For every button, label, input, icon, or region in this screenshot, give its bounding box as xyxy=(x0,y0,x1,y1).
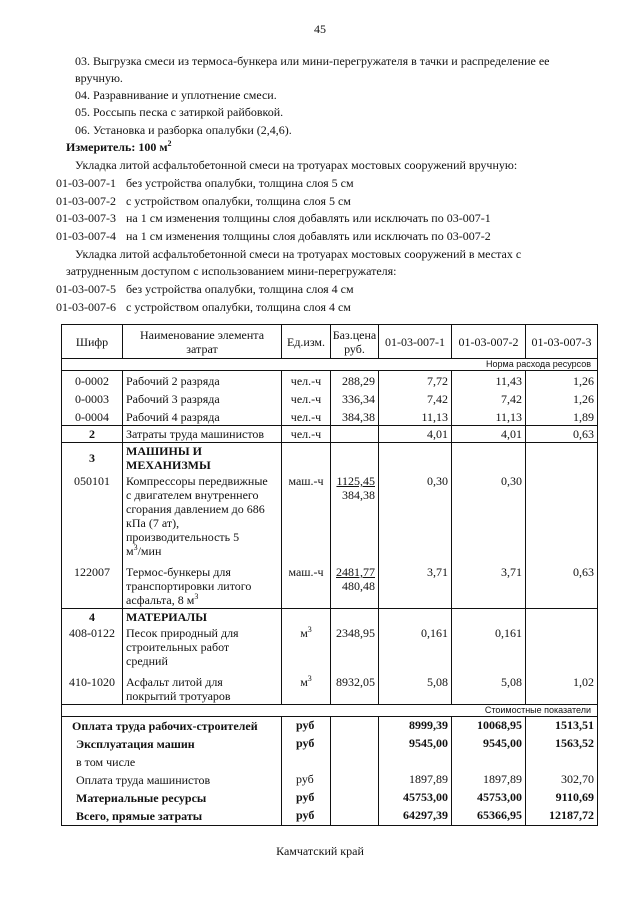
cost-caption: Стоимостные показатели xyxy=(62,705,598,717)
table-row: 410-1020 Асфальт литой для покрытий тротуаров $м^3$ 8932,05 5,08 5,08 1,02 xyxy=(62,669,598,705)
op-03-line2: вручную. xyxy=(75,71,123,85)
totals-row: Всего, прямые затраты руб 64297,39 65366,95 12187,72 xyxy=(62,807,598,826)
compressor-name: Компрессоры передвижные с двигателем внутреннего сгорания давлением до 686 кПа (7 ат), производительность 5 $м^3$/мин xyxy=(123,473,282,559)
group1-item: 01-03-007-3 на 1 см изменения толщины слоя добавлять или исключать по 03-007-1 xyxy=(56,211,491,225)
header-name: Наименование элемента затрат xyxy=(123,325,282,359)
totals-row: Материальные ресурсы руб 45753,00 45753,00 9110,69 xyxy=(62,789,598,807)
header-price: Баз.цена руб. xyxy=(331,325,379,359)
group1-title: Укладка литой асфальтобетонной смеси на тротуарах мостовых сооружений вручную: xyxy=(75,158,518,172)
totals-row: Оплата труда машинистов руб 1897,89 1897,89 302,70 xyxy=(62,771,598,789)
table-header-row xyxy=(62,325,598,359)
op-04: 04. Разравнивание и уплотнение смеси. xyxy=(75,88,277,102)
op-05: 05. Россыпь песка с затиркой райбовкой. xyxy=(75,105,284,119)
table-row: 2 Затраты труда машинистов чел.-ч 4,01 4,01 0,63 xyxy=(62,426,598,443)
table-row: 408-0122 Песок природный для строительных работ средний $м^3$ 2348,95 0,161 0,161 xyxy=(62,625,598,669)
op-03-line1: 03. Выгрузка смеси из термоса-бункера или мини-перегружателя в тачки и распределение ее xyxy=(75,54,550,68)
group2-item: 01-03-007-6 с устройством опалубки, толщина слоя 4 см xyxy=(56,300,351,314)
asphalt-unit: $м^3$ xyxy=(282,669,331,705)
group1-item: 01-03-007-1 без устройства опалубки, толщина слоя 5 см xyxy=(56,176,354,190)
section-materials-row: 4 МАТЕРИАЛЫ xyxy=(62,609,598,626)
table-row: 0-0004 Рабочий 4 разряда чел.-ч 384,38 11,13 11,13 1,89 xyxy=(62,407,598,426)
section-materials-title: МАТЕРИАЛЫ xyxy=(123,609,282,626)
thermos-name: Термос-бункеры для транспортировки литого асфальта, 8 $м^3$ xyxy=(123,559,282,609)
norm-caption: Норма расхода ресурсов xyxy=(62,359,598,371)
header-col-1: 01-03-007-1 xyxy=(379,325,452,359)
section-machines-title: МАШИНЫ И МЕХАНИЗМЫ xyxy=(123,443,282,474)
header-code: Шифр xyxy=(62,325,123,359)
op-06: 06. Установка и разборка опалубки (2,4,6). xyxy=(75,123,292,137)
cost-caption-row xyxy=(62,705,598,717)
header-unit: Ед.изм. xyxy=(282,325,331,359)
totals-row: в том числе xyxy=(62,753,598,771)
footer-region: Камчатский край xyxy=(276,844,364,858)
measure-unit: Измеритель: 100 $м^2$ xyxy=(66,139,172,154)
page-number: 45 xyxy=(314,22,326,36)
norm-caption-row xyxy=(62,359,598,371)
table-row: 122007 Термос-бункеры для транспортировки литого асфальта, 8 $м^3$ маш.-ч 2481,77 480,48 3,71 3,71 0,63 xyxy=(62,559,598,609)
resource-table xyxy=(61,324,598,826)
sand-name: Песок природный для строительных работ средний xyxy=(123,625,282,669)
table-row: 050101 Компрессоры передвижные с двигателем внутреннего сгорания давлением до 686 кПа (7 ат), производительность 5 $м^3$/мин маш.-ч 1125,45 384,38 0,30 0,30 xyxy=(62,473,598,559)
asphalt-name: Асфальт литой для покрытий тротуаров xyxy=(123,669,282,705)
group2-item: 01-03-007-5 без устройства опалубки, толщина слоя 4 см xyxy=(56,282,354,296)
totals-row: Оплата труда рабочих-строителей руб 8999,39 10068,95 1513,51 xyxy=(62,717,598,736)
group2-title-line2: затрудненным доступом с использованием мини-перегружателя: xyxy=(66,264,397,278)
compressor-price: 1125,45 384,38 xyxy=(331,473,379,559)
group1-item: 01-03-007-2 с устройством опалубки, толщина слоя 5 см xyxy=(56,194,351,208)
table-row: 0-0003 Рабочий 3 разряда чел.-ч 336,34 7,42 7,42 1,26 xyxy=(62,389,598,407)
header-col-3: 01-03-007-3 xyxy=(526,325,598,359)
table-row: 0-0002 Рабочий 2 разряда чел.-ч 288,29 7,72 11,43 1,26 xyxy=(62,371,598,390)
group2-title-line1: Укладка литой асфальтобетонной смеси на тротуарах мостовых сооружений в местах с xyxy=(75,247,522,261)
totals-row: Эксплуатация машин руб 9545,00 9545,00 1563,52 xyxy=(62,735,598,753)
header-col-2: 01-03-007-2 xyxy=(452,325,526,359)
thermos-price: 2481,77 480,48 xyxy=(331,559,379,609)
group1-item: 01-03-007-4 на 1 см изменения толщины слоя добавлять или исключать по 03-007-2 xyxy=(56,229,491,243)
sand-unit: $м^3$ xyxy=(282,625,331,669)
section-machines-row: 3 МАШИНЫ И МЕХАНИЗМЫ xyxy=(62,443,598,474)
